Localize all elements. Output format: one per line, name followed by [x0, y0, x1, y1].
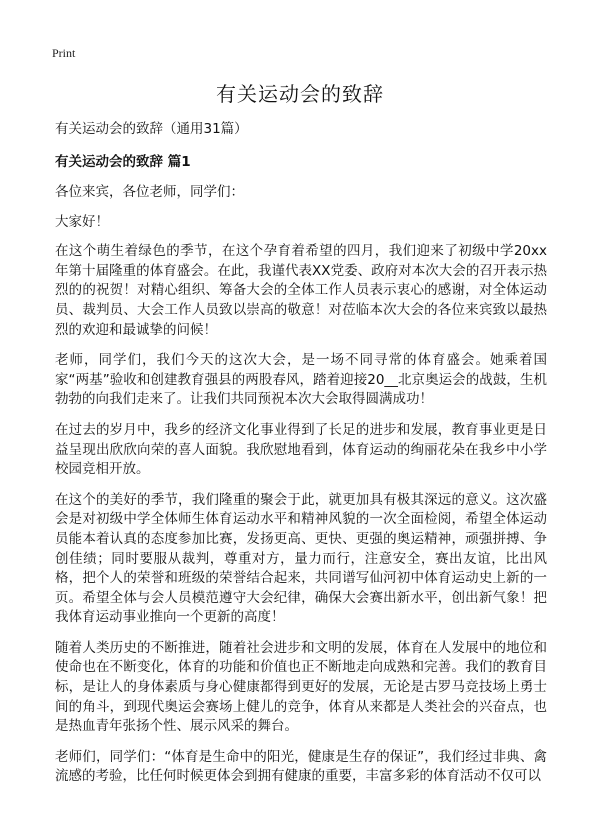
- paragraph-development: 在过去的岁月中，我乡的经济文化事业得到了长足的进步和发展，教育事业更是日益呈现出欣欣向荣的喜人面貌。我欣慰地看到，体育运动的绚丽花朵在我乡中小学校园竞相开放。: [55, 421, 547, 478]
- paragraph-event-intro: 老师，同学们，我们今天的这次大会，是一场不同寻常的体育盛会。她乘着国家“两基”验收和创建教育强县的两股春风，踏着迎接20__北京奥运会的战鼓，生机勃勃的向我们走来了。让我们共同预祝本次大会取得圆满成功！: [55, 352, 547, 408]
- paragraph-greeting: 各位来宾，各位老师，同学们：: [55, 184, 244, 200]
- paragraph-hello: 大家好！: [55, 213, 109, 230]
- paragraph-expectations: 在这个的美好的季节，我们隆重的聚会于此，就更加具有极其深远的意义。这次盛会是对初级中学全体师生体育运动水平和精神风貌的一次全面检阅，希望全体运动员能本着认真的态度参加比赛，发扬更高、更快、更强的奥运精神，顽强拼搏、争创佳绩；同时要服从裁判，尊重对方，量力而行，注意安全，赛出友谊，比出风格，把个人的荣誉和班级的荣誉结合起来，共同谱写仙河初中体育运动史上新的一页。希望全体与会人员模范遵守大会纪律，确保大会赛出新水平，创出新气象！把我体育运动事业推向一个更新的高度！: [55, 491, 547, 626]
- paragraph-health: 老师们，同学们：“体育是生命中的阳光，健康是生存的保证”，我们经过非典、禽流感的考验，比任何时候更体会到拥有健康的重要，丰富多彩的体育活动不仅可以: [55, 748, 547, 785]
- paragraph-opening: 在这个萌生着绿色的季节，在这个孕育着希望的四月，我们迎来了初级中学20xx年第十届隆重的体育盛会。在此，我谨代表XX党委、政府对本次大会的召开表示热烈的的祝贺！对精心组织、筹备大会的全体工作人员表示衷心的感谢，对全体运动员、裁判员、大会工作人员致以崇高的敬意！对莅临本次大会的各位来宾致以最热烈的欢迎和最诚挚的问候！: [55, 243, 547, 338]
- section-heading: 有关运动会的致辞 篇1: [55, 154, 191, 170]
- print-label[interactable]: Print: [52, 46, 76, 60]
- page-title: 有关运动会的致辞: [216, 82, 384, 106]
- document-body: [55, 120, 547, 798]
- paragraph-history: 随着人类历史的不断推进，随着社会进步和文明的发展，体育在人发展中的地位和使命也在不断变化，体育的功能和价值也正不断地走向成熟和完善。我们的教育目标，是让人的身体素质与身心健康都得到更好的发展，无论是古罗马竞技场上勇士间的角斗，到现代奥运会赛场上健儿的竞争，体育从来都是人类社会的兴奋点，也是热血青年张扬个性、展示风采的舞台。: [55, 639, 547, 735]
- document-subtitle: 有关运动会的致辞（通用31篇）: [55, 121, 248, 137]
